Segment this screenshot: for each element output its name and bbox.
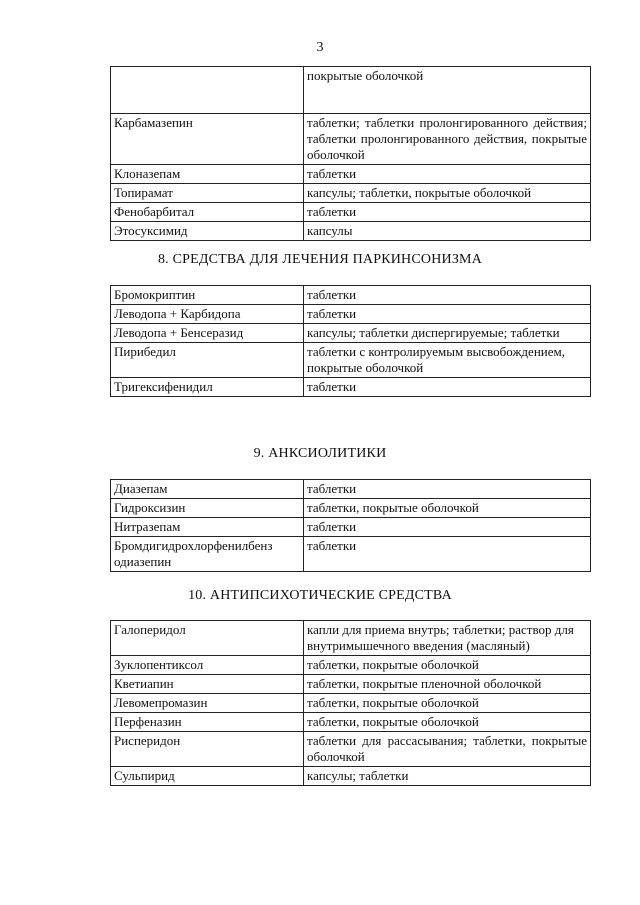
table-row (111, 480, 591, 499)
table-row (111, 675, 591, 694)
drug-name-cell: Зуклопентиксол (111, 656, 304, 675)
drug-form-cell: капсулы; таблетки, покрытые оболочкой (304, 184, 591, 203)
drug-form-cell: капсулы; таблетки (304, 767, 591, 786)
drug-name-cell: Диазепам (111, 480, 304, 499)
drug-name-cell: Топирамат (111, 184, 304, 203)
drug-name-cell: Галоперидол (111, 621, 304, 656)
anxiolytics-table (110, 479, 591, 572)
drug-form-cell: таблетки (304, 537, 591, 572)
drug-form-cell: таблетки (304, 165, 591, 184)
drug-name-cell: Фенобарбитал (111, 203, 304, 222)
drug-form-cell: таблетки; таблетки пролонгированного действия; таблетки пролонгированного действия, покрытые оболочкой (304, 114, 591, 165)
drug-form-cell: таблетки (304, 203, 591, 222)
table-row (111, 286, 591, 305)
drug-name-cell: Леводопа + Бенсеразид (111, 324, 304, 343)
table-row (111, 767, 591, 786)
drug-name-cell: Перфеназин (111, 713, 304, 732)
section-title-parkinsonism: 8. СРЕДСТВА ДЛЯ ЛЕЧЕНИЯ ПАРКИНСОНИЗМА (157, 252, 483, 267)
table-row (111, 694, 591, 713)
drug-form-cell: капсулы (304, 222, 591, 241)
drug-name-cell: Этосуксимид (111, 222, 304, 241)
table-row (111, 343, 591, 378)
table-row (111, 324, 591, 343)
drug-name-cell: Бромдигидрохлорфенилбенз одиазепин (111, 537, 304, 572)
drug-form-cell: таблетки, покрытые оболочкой (304, 694, 591, 713)
anticonvulsant-table (110, 66, 591, 241)
table-row (111, 184, 591, 203)
drug-name-cell: Сульпирид (111, 767, 304, 786)
drug-form-cell: капли для приема внутрь; таблетки; раствор для внутримышечного введения (масляный) (304, 621, 591, 656)
parkinsonism-table (110, 285, 591, 397)
drug-name-cell: Леводопа + Карбидопа (111, 305, 304, 324)
drug-form-cell: таблетки, покрытые оболочкой (304, 713, 591, 732)
drug-form-cell: таблетки (304, 518, 591, 537)
table-row (111, 518, 591, 537)
drug-name-cell: Кветиапин (111, 675, 304, 694)
table-row (111, 656, 591, 675)
drug-name-cell (111, 67, 304, 114)
drug-form-cell: таблетки (304, 286, 591, 305)
drug-name-cell: Тригексифенидил (111, 378, 304, 397)
table-row (111, 222, 591, 241)
table-row (111, 305, 591, 324)
table-row (111, 537, 591, 572)
drug-name-cell: Бромокриптин (111, 286, 304, 305)
table-row (111, 499, 591, 518)
drug-name-cell: Левомепромазин (111, 694, 304, 713)
drug-form-cell: таблетки для рассасывания; таблетки, покрытые оболочкой (304, 732, 591, 767)
drug-form-cell: таблетки (304, 305, 591, 324)
table-row (111, 378, 591, 397)
drug-name-cell: Пирибедил (111, 343, 304, 378)
drug-form-cell: капсулы; таблетки диспергируемые; таблетки (304, 324, 591, 343)
drug-name-cell: Нитразепам (111, 518, 304, 537)
table-row (111, 713, 591, 732)
drug-form-cell: таблетки, покрытые оболочкой (304, 656, 591, 675)
drug-form-cell: таблетки, покрытые пленочной оболочкой (304, 675, 591, 694)
drug-name-cell: Гидроксизин (111, 499, 304, 518)
table-row (111, 732, 591, 767)
drug-form-cell: таблетки (304, 480, 591, 499)
table-row (111, 67, 591, 114)
table-row (111, 621, 591, 656)
page-number: 3 (316, 40, 324, 55)
table-row (111, 114, 591, 165)
drug-name-cell: Клоназепам (111, 165, 304, 184)
table-row (111, 165, 591, 184)
drug-form-cell: покрытые оболочкой (304, 67, 591, 114)
section-title-anxiolytics: 9. АНКСИОЛИТИКИ (253, 446, 387, 461)
drug-name-cell: Рисперидон (111, 732, 304, 767)
antipsychotics-table (110, 620, 591, 786)
drug-name-cell: Карбамазепин (111, 114, 304, 165)
drug-form-cell: таблетки, покрытые оболочкой (304, 499, 591, 518)
drug-form-cell: таблетки с контролируемым высвобождением, покрытые оболочкой (304, 343, 591, 378)
drug-form-cell: таблетки (304, 378, 591, 397)
table-row (111, 203, 591, 222)
section-title-antipsychotics: 10. АНТИПСИХОТИЧЕСКИЕ СРЕДСТВА (188, 588, 452, 603)
